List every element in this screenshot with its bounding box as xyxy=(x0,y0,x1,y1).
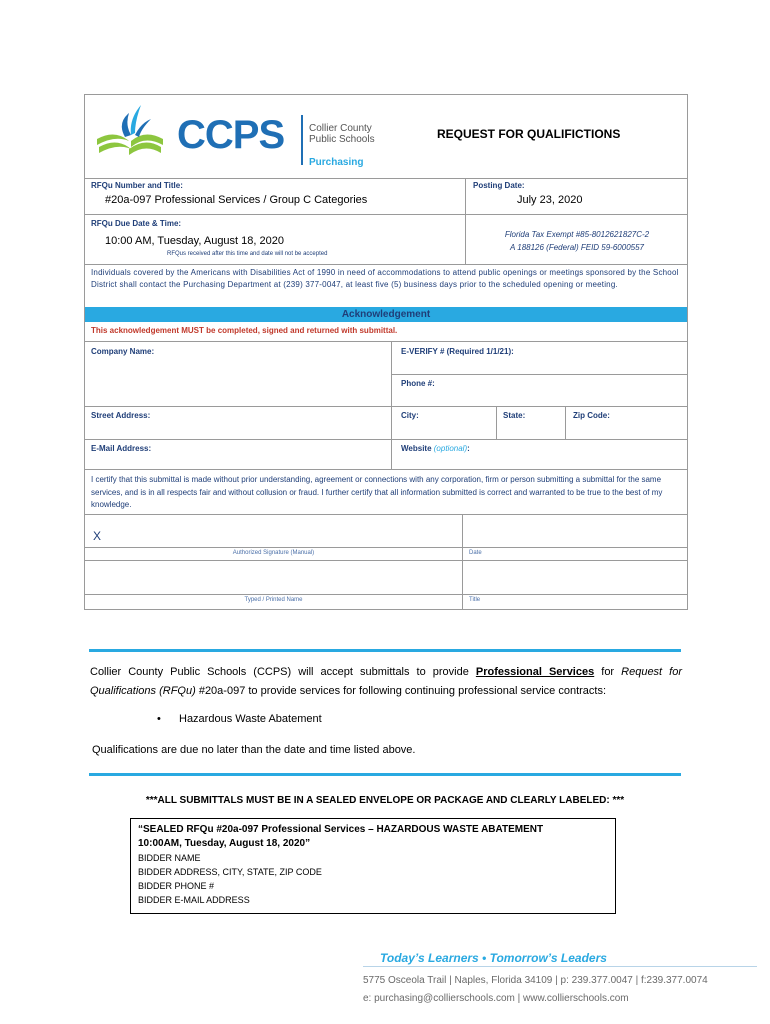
section-rule-top xyxy=(89,649,681,652)
ada-notice: Individuals covered by the Americans with Disabilities Act of 1990 in need of accommodations to attend public openings or meetings sponsored by the School District shall contact the Purchasing Department at (239) 377-0047, at least five (5) business days prior to the scheduled opening or meeting. xyxy=(91,268,679,289)
signature-x-mark: X xyxy=(93,529,102,543)
footer-rule xyxy=(363,966,757,967)
qualifications-due-note: Qualifications are due no later than the date and time listed above. xyxy=(92,744,416,756)
street-address-field[interactable] xyxy=(175,407,385,437)
footer-address: 5775 Osceola Trail | Naples, Florida 34109 | p: 239.377.0047 | f:239.377.0074 xyxy=(363,975,708,986)
logo-wordmark: CCPS xyxy=(177,113,285,157)
due-date-note: RFQus received after this time and date will not be accepted xyxy=(167,251,328,257)
zip-code-label: Zip Code: xyxy=(573,411,610,420)
logo-dept: Purchasing xyxy=(309,157,364,168)
footer-slogan: Today’s Learners • Tomorrow’s Leaders xyxy=(380,951,607,965)
website-label: Website (optional): xyxy=(401,444,470,453)
printed-name-caption: Typed / Printed Name xyxy=(244,597,303,603)
everify-field[interactable] xyxy=(401,357,681,371)
website-field[interactable] xyxy=(485,440,683,468)
rfq-form xyxy=(84,94,688,610)
logo-divider xyxy=(301,115,303,165)
signature-caption: Authorized Signature (Manual) xyxy=(232,550,315,556)
due-date-value: 10:00 AM, Tuesday, August 18, 2020 xyxy=(105,235,284,247)
section-rule-bottom xyxy=(89,773,681,776)
acknowledgement-bar: Acknowledgement xyxy=(85,307,687,322)
phone-label: Phone #: xyxy=(401,379,435,388)
date-caption: Date xyxy=(469,550,482,556)
page-title: REQUEST FOR QUALIFICTIONS xyxy=(437,127,621,141)
everify-label: E-VERIFY # (Required 1/1/21): xyxy=(401,347,514,356)
street-address-label: Street Address: xyxy=(91,411,151,420)
title-caption: Title xyxy=(469,597,481,603)
posting-date-label: Posting Date: xyxy=(473,181,525,190)
posting-date-value: July 23, 2020 xyxy=(517,194,583,206)
rfq-number-value: #20a-097 Professional Services / Group C Categories xyxy=(105,194,368,206)
intro-paragraph: Collier County Public Schools (CCPS) will accept submittals to provide Professional Services for Request for Qualifications (RFQu) #20a-097 to provide services for following continuing professional service contracts: xyxy=(90,666,682,697)
footer-contact: e: purchasing@collierschools.com | www.collierschools.com xyxy=(363,993,629,1004)
date-field[interactable] xyxy=(467,523,683,545)
phone-field[interactable] xyxy=(445,375,681,405)
title-field[interactable] xyxy=(467,563,683,591)
bullet-item: • Hazardous Waste Abatement xyxy=(157,713,322,725)
logo-subtitle: Collier County Public Schools xyxy=(309,123,375,145)
sealed-label-box: “SEALED RFQu #20a-097 Professional Services – HAZARDOUS WASTE ABATEMENT 10:00AM, Tuesday, August 18, 2020” BIDDER NAME BIDDER ADDRESS, CITY, STATE, ZIP CODE BIDDER PHONE # BIDDER E-MAIL ADDRESS xyxy=(130,818,616,914)
printed-name-field[interactable] xyxy=(91,563,457,591)
state-field[interactable] xyxy=(533,407,561,437)
city-field[interactable] xyxy=(425,407,491,437)
email-label: E-Mail Address: xyxy=(91,444,152,453)
rfq-number-label: RFQu Number and Title: xyxy=(91,181,183,190)
signature-field[interactable] xyxy=(107,523,457,545)
acknowledgement-warning: This acknowledgement MUST be completed, signed and returned with submittal. xyxy=(91,326,398,335)
ccps-logo-icon xyxy=(95,101,165,163)
company-name-field[interactable] xyxy=(95,357,385,403)
submittal-instructions: ***ALL SUBMITTALS MUST BE IN A SEALED ENVELOPE OR PACKAGE AND CLEARLY LABELED: *** xyxy=(145,795,625,806)
company-name-label: Company Name: xyxy=(91,347,155,356)
zip-code-field[interactable] xyxy=(615,407,683,437)
city-label: City: xyxy=(401,411,419,420)
state-label: State: xyxy=(503,411,526,420)
certification-text: I certify that this submittal is made without prior understanding, agreement or connections with any corporation, firm or person submitting a submittal for the same services, and is in all respects fair and without collusion or fraud. I further certify that all information submitted is correct and warranted to be true to the best of my knowledge. xyxy=(91,475,663,509)
due-date-label: RFQu Due Date & Time: xyxy=(91,219,182,228)
tax-info: Florida Tax Exempt #85-8012621827C-2 A 188126 (Federal) FEID 59-6000557 xyxy=(504,230,650,252)
email-field[interactable] xyxy=(165,440,385,468)
